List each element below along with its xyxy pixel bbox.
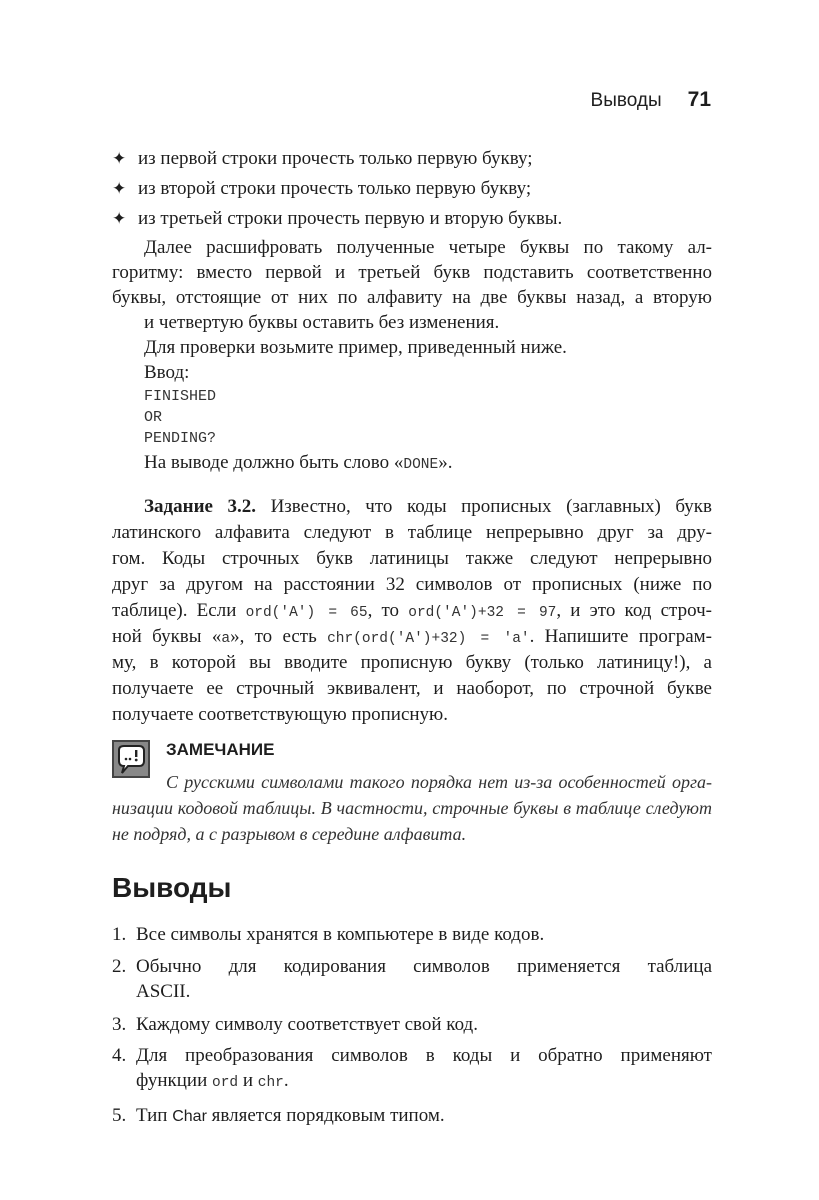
note-line: не подряд, а с разрывом в середине алфавита. [112, 824, 467, 844]
task-line: получаете соответствующую прописную. [112, 704, 448, 725]
note-title: ЗАМЕЧАНИЕ [166, 740, 275, 759]
bullet-item [112, 178, 712, 200]
paragraph-line: буквы, отстоящие от них по алфавиту на две буквы назад, а вторую [112, 287, 712, 308]
item-number: 2. [112, 956, 127, 977]
task-line: гом. Коды строчных букв латиницы также следуют непрерывно [112, 548, 712, 569]
item-text: Каждому символу соответствует свой код. [136, 1014, 478, 1035]
item-text: Все символы хранятся в компьютере в виде кодов. [136, 924, 545, 945]
text: ной буквы « [112, 626, 222, 647]
text: функции [136, 1070, 212, 1091]
text: Тип [136, 1105, 173, 1126]
code-word: DONE [403, 457, 439, 473]
text: Известно, что коды прописных (заглавных) букв [256, 496, 713, 517]
item-number: 4. [112, 1045, 127, 1066]
list-item [112, 1105, 712, 1127]
text: является порядковым типом. [206, 1105, 445, 1126]
task-line [144, 496, 712, 518]
bullet-item [112, 208, 712, 230]
text: », то есть [230, 626, 328, 647]
page-number: 71 [687, 88, 711, 111]
section-heading: Выводы [112, 872, 232, 903]
task-line [112, 600, 712, 622]
bullet-text: из второй строки прочесть только первую букву; [138, 178, 532, 199]
code: a [221, 631, 231, 647]
bullet-text: из третьей строки прочесть первую и вторую буквы. [138, 208, 563, 229]
input-label: Ввод: [144, 362, 190, 383]
code-line: OR [144, 409, 163, 426]
code: ord('A')+32 = 97 [408, 605, 557, 621]
paragraph-line: Далее расшифровать полученные четыре буквы по такому ал- [144, 237, 712, 258]
running-header [591, 88, 711, 113]
text: , и это код строч- [556, 600, 712, 621]
text: . [283, 1070, 289, 1091]
list-item-continued: ASCII. [136, 981, 191, 1002]
list-item [112, 1014, 712, 1036]
text: ». [438, 452, 453, 473]
item-number: 5. [112, 1105, 127, 1126]
text: На выводе должно быть слово « [144, 452, 404, 473]
list-item-continued [112, 1070, 712, 1092]
code: ord('A') = 65 [245, 605, 368, 621]
note-line: низации кодовой таблицы. В частности, строчные буквы в таблице следуют [112, 798, 712, 818]
note-line: С русскими символами такого порядка нет из-за особенностей орга- [166, 772, 712, 792]
task-line: латинского алфавита следуют в таблице непрерывно друг за дру- [112, 522, 712, 543]
paragraph-line: горитму: вместо первой и третьей букв подставить соответственно [112, 262, 712, 283]
paragraph-line: и четвертую буквы оставить без изменения. [144, 312, 500, 333]
output-line [144, 452, 712, 474]
bullet-item [112, 148, 712, 170]
code-line: PENDING? [144, 430, 217, 447]
bullet-text: из первой строки прочесть только первую букву; [138, 148, 533, 169]
task-line: друг за другом на расстоянии 32 символов от прописных (ниже по [112, 574, 712, 595]
paragraph-line: Для проверки возьмите пример, приведенный ниже. [144, 337, 567, 358]
task-line: му, в которой вы вводите прописную букву (только латиницу!), а [112, 652, 712, 673]
list-item [112, 1045, 712, 1067]
item-number: 3. [112, 1014, 127, 1035]
bullet-star-icon: ✦ [112, 179, 127, 198]
code: chr(ord('A')+32) = 'a' [327, 631, 530, 647]
item-number: 1. [112, 924, 127, 945]
section-title: Выводы [590, 90, 662, 111]
code-line: FINISHED [144, 388, 217, 405]
task-line [112, 626, 712, 648]
list-item [112, 924, 712, 946]
bullet-star-icon: ✦ [112, 209, 127, 228]
item-text: Обычно для кодирования символов применяется таблица [136, 956, 712, 977]
text: , то [367, 600, 409, 621]
type-name: Char [172, 1108, 207, 1125]
text: . Напишите програм- [529, 626, 712, 647]
bullet-star-icon: ✦ [112, 149, 127, 168]
code: chr [257, 1075, 284, 1091]
task-line: получаете ее строчный эквивалент, и наоборот, по строчной букве [112, 678, 712, 699]
note-speech-bubble-icon [112, 740, 150, 778]
code: ord [212, 1075, 239, 1091]
list-item [112, 956, 712, 978]
task-label: Задание 3.2. [144, 496, 257, 517]
text: таблице). Если [112, 600, 246, 621]
item-text: Для преобразования символов в коды и обратно применяют [136, 1045, 712, 1066]
text: и [238, 1070, 258, 1091]
